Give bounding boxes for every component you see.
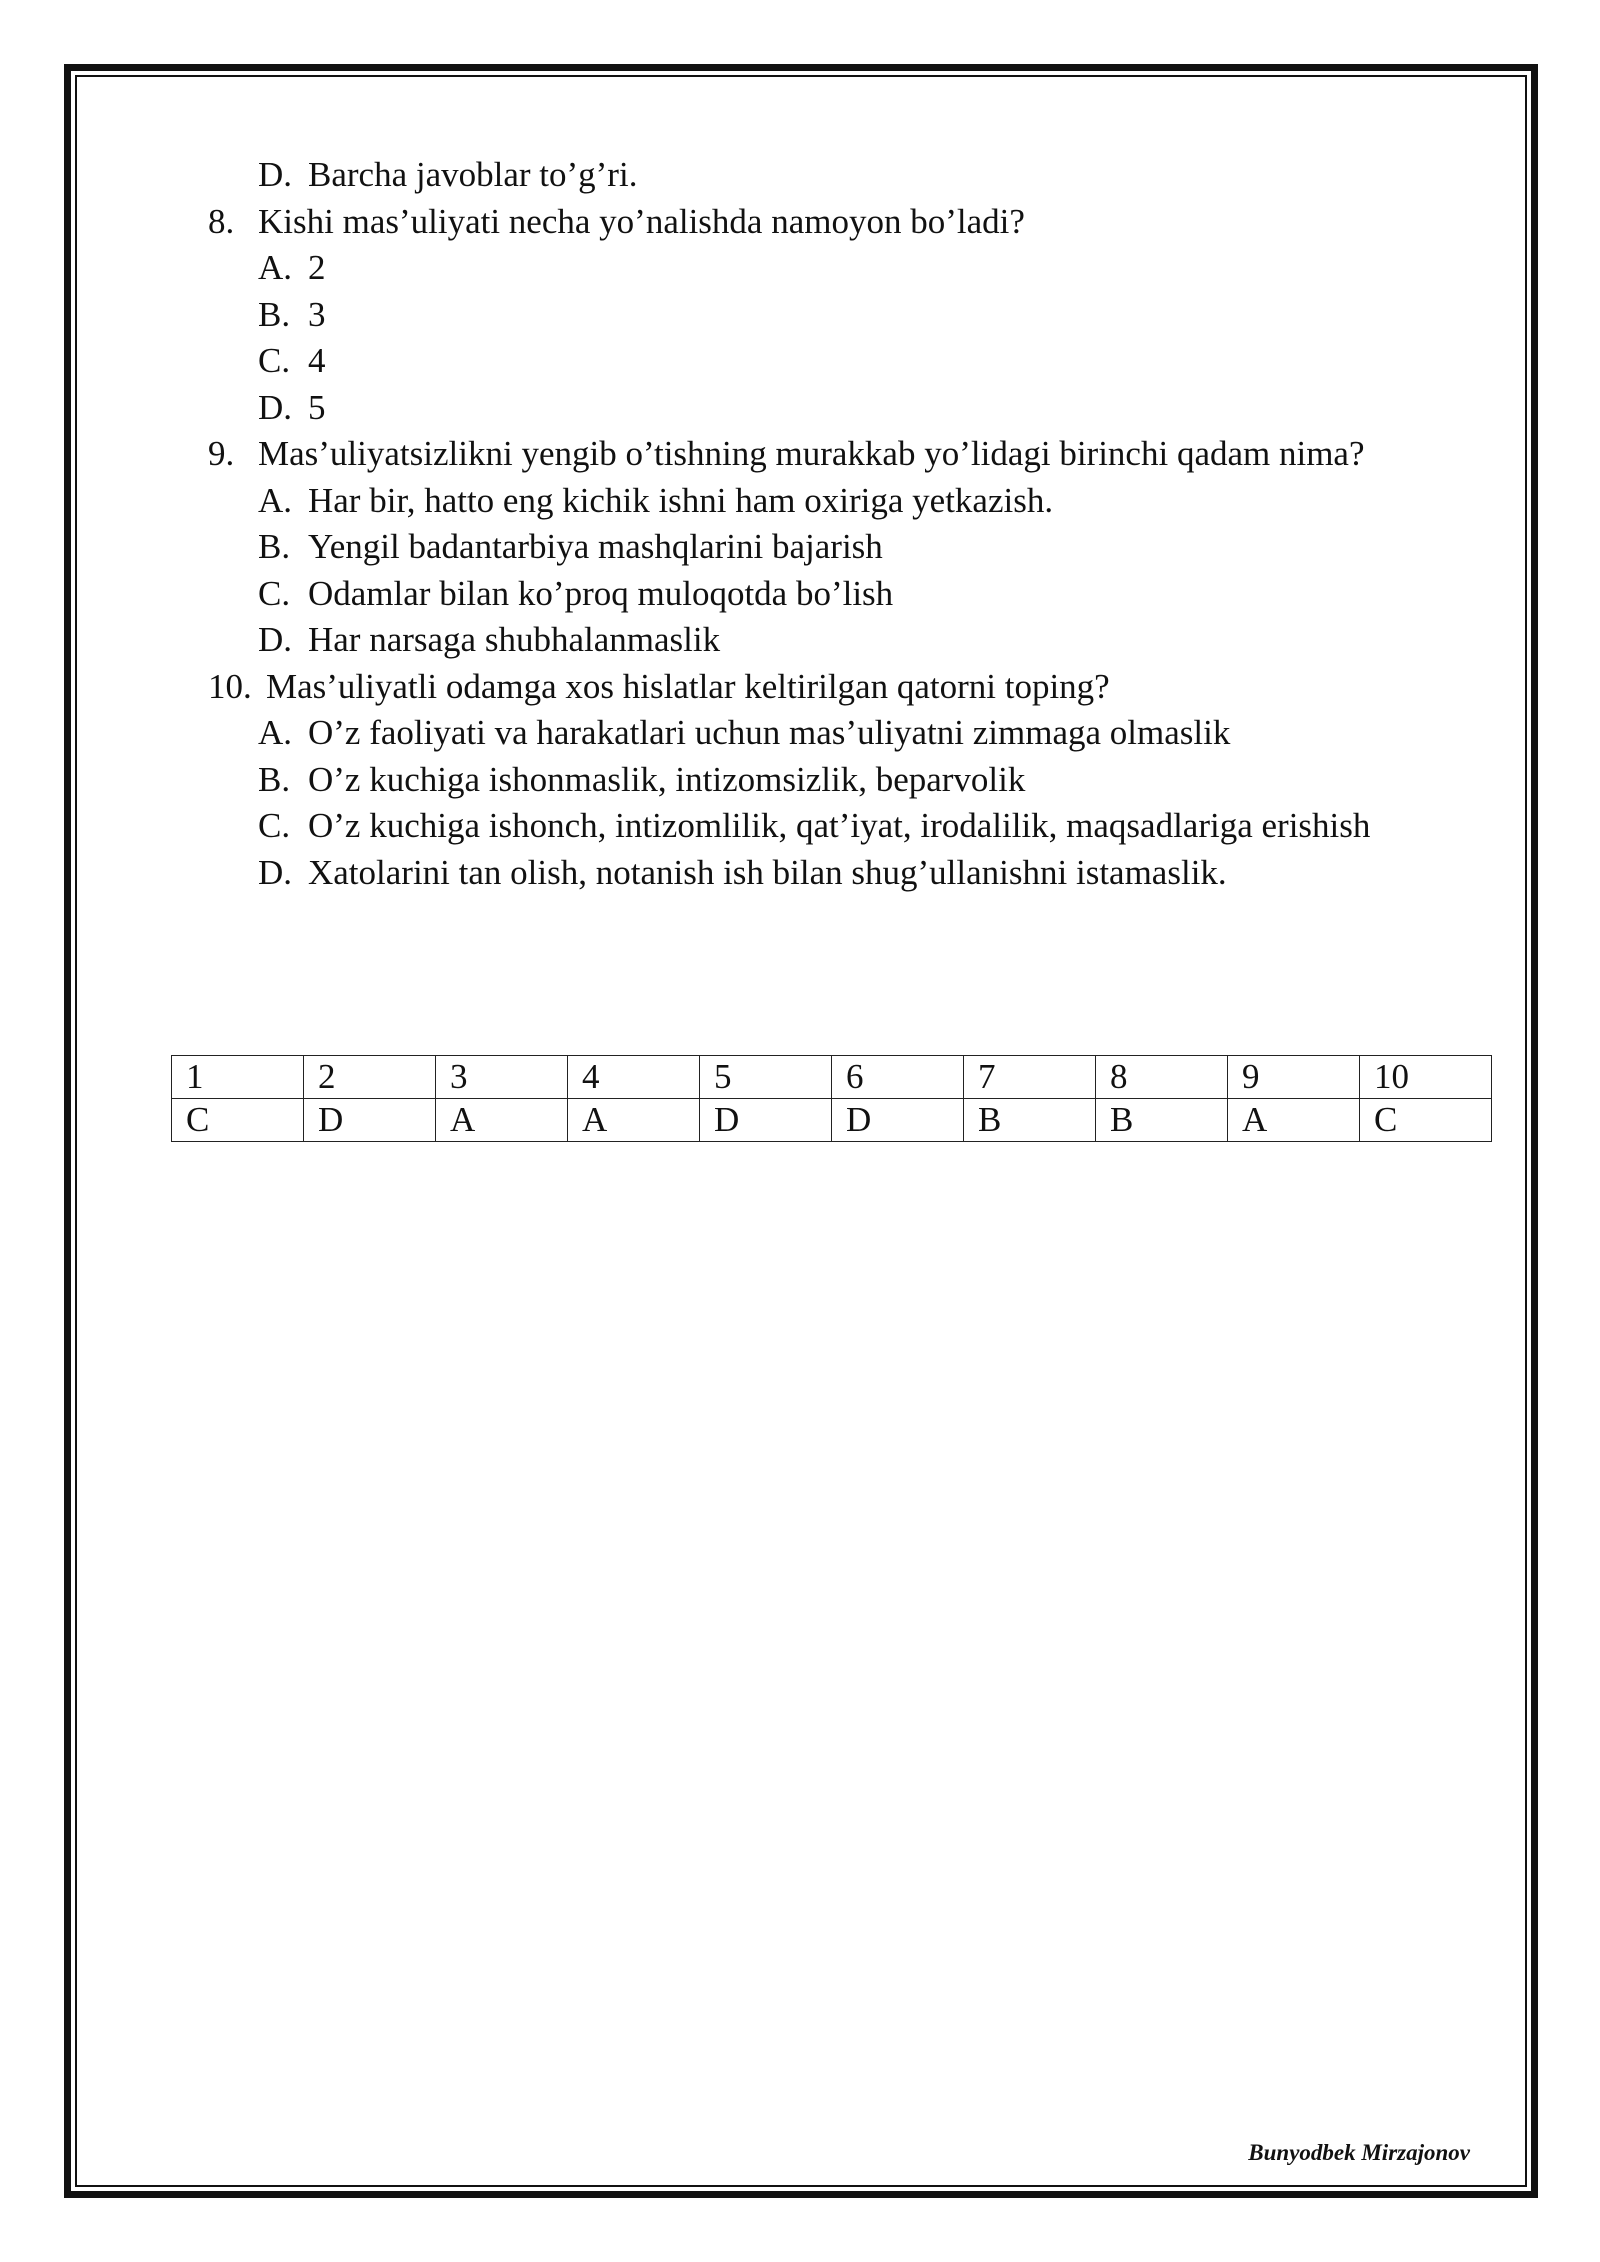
option-text: 3 <box>308 294 326 334</box>
option-text: Xatolarini tan olish, notanish ish bilan shug’ullanishni istamaslik. <box>308 852 1227 892</box>
option-text: O’z kuchiga ishonch, intizomlilik, qat’iyat, irodalilik, maqsadlariga erishish <box>308 806 1371 845</box>
answer-key-answer: A <box>1228 1099 1360 1142</box>
author-signature: Bunyodbek Mirzajonov <box>1248 2140 1470 2165</box>
option-letter: D. <box>258 155 293 194</box>
question-text: Kishi mas’uliyati necha yo’nalishda namoyon bo’ladi? <box>258 201 1025 241</box>
option-letter: A. <box>258 480 293 520</box>
option-letter: C. <box>258 573 291 613</box>
answer-key-answer: B <box>1096 1099 1228 1142</box>
option-letter: A. <box>258 248 293 287</box>
option-7-d <box>208 152 1528 199</box>
option-text: 2 <box>308 248 326 287</box>
question-9 <box>208 431 1528 478</box>
option-text: 5 <box>308 387 326 427</box>
answer-key-number: 4 <box>568 1056 700 1099</box>
answer-key-number: 10 <box>1360 1056 1492 1099</box>
option-10-d <box>208 850 1528 897</box>
option-9-a <box>208 478 1528 525</box>
question-number: 8. <box>208 201 235 241</box>
question-number: 10. <box>208 666 252 706</box>
answer-key-answer: C <box>1360 1099 1492 1142</box>
option-9-d <box>208 617 1528 664</box>
question-8 <box>208 199 1528 246</box>
option-8-c <box>208 338 1528 385</box>
option-8-b <box>208 292 1528 339</box>
option-10-c <box>208 803 1528 850</box>
option-letter: C. <box>258 341 291 380</box>
answer-key-number: 3 <box>436 1056 568 1099</box>
option-letter: A. <box>258 713 293 752</box>
option-text: 4 <box>308 341 326 380</box>
answer-key-answer: B <box>964 1099 1096 1142</box>
answer-key-number: 5 <box>700 1056 832 1099</box>
option-letter: B. <box>258 759 291 799</box>
answer-key-number: 2 <box>304 1056 436 1099</box>
test-content <box>208 152 1528 896</box>
question-text: Mas’uliyatli odamga xos hislatlar keltirilgan qatorni toping? <box>266 666 1110 706</box>
answer-key-number: 9 <box>1228 1056 1360 1099</box>
answer-key-numbers-row <box>172 1056 1492 1099</box>
answer-key-answer: A <box>568 1099 700 1142</box>
option-text: Har narsaga shubhalanmaslik <box>308 620 721 659</box>
question-text: Mas’uliyatsizlikni yengib o’tishning murakkab yo’lidagi birinchi qadam nima? <box>258 434 1365 473</box>
option-text: Yengil badantarbiya mashqlarini bajarish <box>308 527 883 566</box>
answer-key-table <box>171 1055 1492 1142</box>
option-9-b <box>208 524 1528 571</box>
option-8-d <box>208 385 1528 432</box>
option-letter: D. <box>258 852 293 892</box>
answer-key-number: 1 <box>172 1056 304 1099</box>
option-letter: D. <box>258 620 293 659</box>
answer-key-answer: D <box>304 1099 436 1142</box>
option-8-a <box>208 245 1528 292</box>
option-letter: C. <box>258 806 291 845</box>
answer-key-number: 8 <box>1096 1056 1228 1099</box>
option-text: O’z kuchiga ishonmaslik, intizomsizlik, beparvolik <box>308 759 1026 799</box>
question-10 <box>208 664 1528 711</box>
answer-key-answer: A <box>436 1099 568 1142</box>
option-letter: B. <box>258 294 291 334</box>
question-number: 9. <box>208 434 235 473</box>
answer-key-answers-row <box>172 1099 1492 1142</box>
option-text: Barcha javoblar to’g’ri. <box>308 155 638 194</box>
answer-key-answer: D <box>832 1099 964 1142</box>
option-10-b <box>208 757 1528 804</box>
option-text: Har bir, hatto eng kichik ishni ham oxiriga yetkazish. <box>308 480 1054 520</box>
option-text: Odamlar bilan ko’proq muloqotda bo’lish <box>308 573 894 613</box>
answer-key-number: 7 <box>964 1056 1096 1099</box>
option-letter: B. <box>258 527 291 566</box>
answer-key-answer: D <box>700 1099 832 1142</box>
option-10-a <box>208 710 1528 757</box>
answer-key-number: 6 <box>832 1056 964 1099</box>
option-9-c <box>208 571 1528 618</box>
answer-key-answer: C <box>172 1099 304 1142</box>
option-text: O’z faoliyati va harakatlari uchun mas’uliyatni zimmaga olmaslik <box>308 713 1231 752</box>
option-letter: D. <box>258 387 293 427</box>
